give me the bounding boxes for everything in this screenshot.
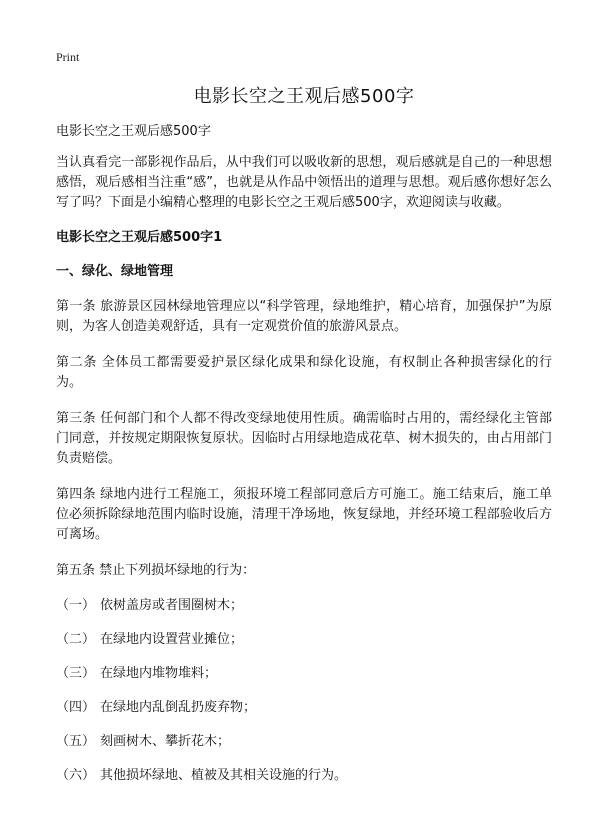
article-5: 第五条 禁止下列损坏绿地的行为：: [56, 563, 256, 578]
list-item: [56, 631, 552, 649]
section-heading: 一、绿化、绿地管理: [56, 264, 174, 279]
list-item-text: 依树盖房或者围圈树木；: [100, 598, 244, 613]
article-4: 第四条 绿地内进行工程施工，须报环境工程部同意后方可施工。施工结束后，施工单位必须拆除绿地范围内临时设施，清理干净场地，恢复绿地，并经环境工程部验收后方可离场。: [56, 487, 552, 542]
article-2: 第二条 全体员工都需要爱护景区绿化成果和绿化设施，有权制止各种损害绿化的行为。: [56, 355, 552, 390]
list-item-number: （六）: [56, 768, 96, 783]
article-3: 第三条 任何部门和个人都不得改变绿地使用性质。确需临时占用的，需经绿化主管部门同意，并按规定期限恢复原状。因临时占用绿地造成花草、树木损失的，由占用部门负责赔偿。: [56, 411, 552, 466]
page-title: 电影长空之王观后感500字: [193, 86, 415, 107]
list-item: [56, 699, 552, 717]
list-item-number: （二）: [56, 632, 96, 647]
section-title: 电影长空之王观后感500字1: [56, 230, 223, 245]
list-item: [56, 597, 552, 615]
list-item-text: 在绿地内乱倒乱扔废弃物；: [100, 700, 257, 715]
list-item-text: 其他损坏绿地、植被及其相关设施的行为。: [100, 768, 348, 783]
list-item-text: 在绿地内堆物堆料；: [100, 666, 218, 681]
list-item-text: 刻画树木、攀折花木；: [100, 734, 231, 749]
list-item-number: （一）: [56, 598, 96, 613]
list-item-number: （三）: [56, 666, 96, 681]
list-item: [56, 733, 552, 751]
article-1: 第一条 旅游景区园林绿地管理应以“科学管理，绿地维护，精心培育，加强保护”为原则，为客人创造美观舒适，具有一定观赏价值的旅游风景点。: [56, 299, 552, 334]
subtitle: 电影长空之王观后感500字: [56, 124, 211, 139]
print-link[interactable]: Print: [56, 50, 80, 64]
list-item: [56, 767, 552, 785]
list-item-number: （四）: [56, 700, 96, 715]
list-item: [56, 665, 552, 683]
intro-paragraph: 当认真看完一部影视作品后，从中我们可以吸收新的思想，观后感就是自己的一种思想感悟，观后感相当注重“感”，也就是从作品中领悟出的道理与思想。观后感你想好怎么写了吗？下面是小编精心整理的电影长空之王观后感500字，欢迎阅读与收藏。: [56, 155, 552, 210]
list-item-number: （五）: [56, 734, 96, 749]
list-item-text: 在绿地内设置营业摊位；: [100, 632, 244, 647]
